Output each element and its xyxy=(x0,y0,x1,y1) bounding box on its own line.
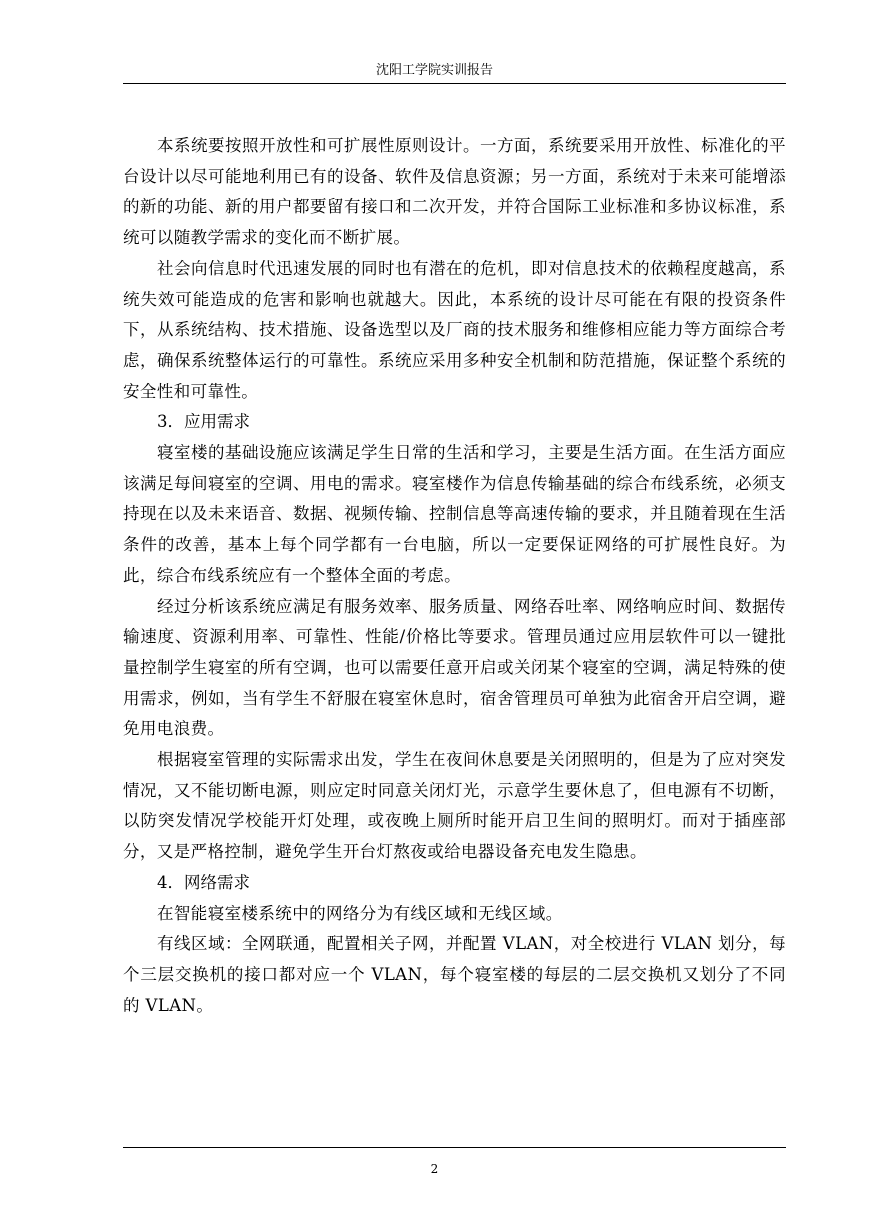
paragraph-wired-area: 有线区域：全网联通，配置相关子网，并配置 VLAN，对全校进行 VLAN 划分，每个三层交换机的接口都对应一个 VLAN，每个寝室楼的每层的二层交换机又划分了不同的 VLAN。 xyxy=(123,934,786,1015)
paragraph-lighting-control: 根据寝室管理的实际需求出发，学生在夜间休息要是关闭照明的，但是为了应对突发情况，又不能切断电源，则应定时同意关闭灯光，示意学生要休息了，但电源有不切断，以防突发情况学校能开灯处理，或夜晚上厕所时能开启卫生间的照明灯。而对于插座部分，又是严格控制，避免学生开台灯熬夜或给电器设备充电发生隐患。 xyxy=(123,750,786,862)
page-number: 2 xyxy=(430,1162,439,1176)
paragraph-system-analysis: 经过分析该系统应满足有服务效率、服务质量、网络吞吐率、网络响应时间、数据传输速度、资源利用率、可靠性、性能/价格比等要求。管理员通过应用层软件可以一键批量控制学生寝室的所有空调，也可以需要任意开启或关闭某个寝室的空调，满足特殊的使用需求，例如，当有学生不舒服在寝室休息时，宿舍管理员可单独为此宿舍开启空调，避免用电浪费。 xyxy=(123,596,786,739)
header-rule xyxy=(123,83,786,84)
paragraph-network-areas: 在智能寝室楼系统中的网络分为有线区域和无线区域。 xyxy=(157,903,563,923)
footer-rule xyxy=(123,1147,786,1148)
document-body xyxy=(123,131,786,1021)
paragraph-dorm-infrastructure: 寝室楼的基础设施应该满足学生日常的生活和学习，主要是生活方面。在生活方面应该满足每间寝室的空调、用电的需求。寝室楼作为信息传输基础的综合布线系统，必须支持现在以及未来语音、数据、视频传输、控制信息等高速传输的要求，并且随着现在生活条件的改善，基本上每个同学都有一台电脑，所以一定要保证网络的可扩展性良好。为此，综合布线系统应有一个整体全面的考虑。 xyxy=(123,443,786,585)
section-heading-application-requirements: 3．应用需求 xyxy=(157,412,250,432)
paragraph-reliability: 社会向信息时代迅速发展的同时也有潜在的危机，即对信息技术的依赖程度越高，系统失效可能造成的危害和影响也就越大。因此，本系统的设计尽可能在有限的投资条件下，从系统结构、技术措施、设备选型以及厂商的技术服务和维修相应能力等方面综合考虑，确保系统整体运行的可靠性。系统应采用多种安全机制和防范措施，保证整个系统的安全性和可靠性。 xyxy=(123,258,786,401)
page-header-title: 沈阳工学院实训报告 xyxy=(375,63,493,78)
section-heading-network-requirements: 4．网络需求 xyxy=(157,872,250,892)
paragraph-openness: 本系统要按照开放性和可扩展性原则设计。一方面，系统要采用开放性、标准化的平台设计以尽可能地利用已有的设备、软件及信息资源；另一方面，系统对于未来可能增添的新的功能、新的用户都要留有接口和二次开发，并符合国际工业标准和多协议标准，系统可以随教学需求的变化而不断扩展。 xyxy=(123,136,786,248)
